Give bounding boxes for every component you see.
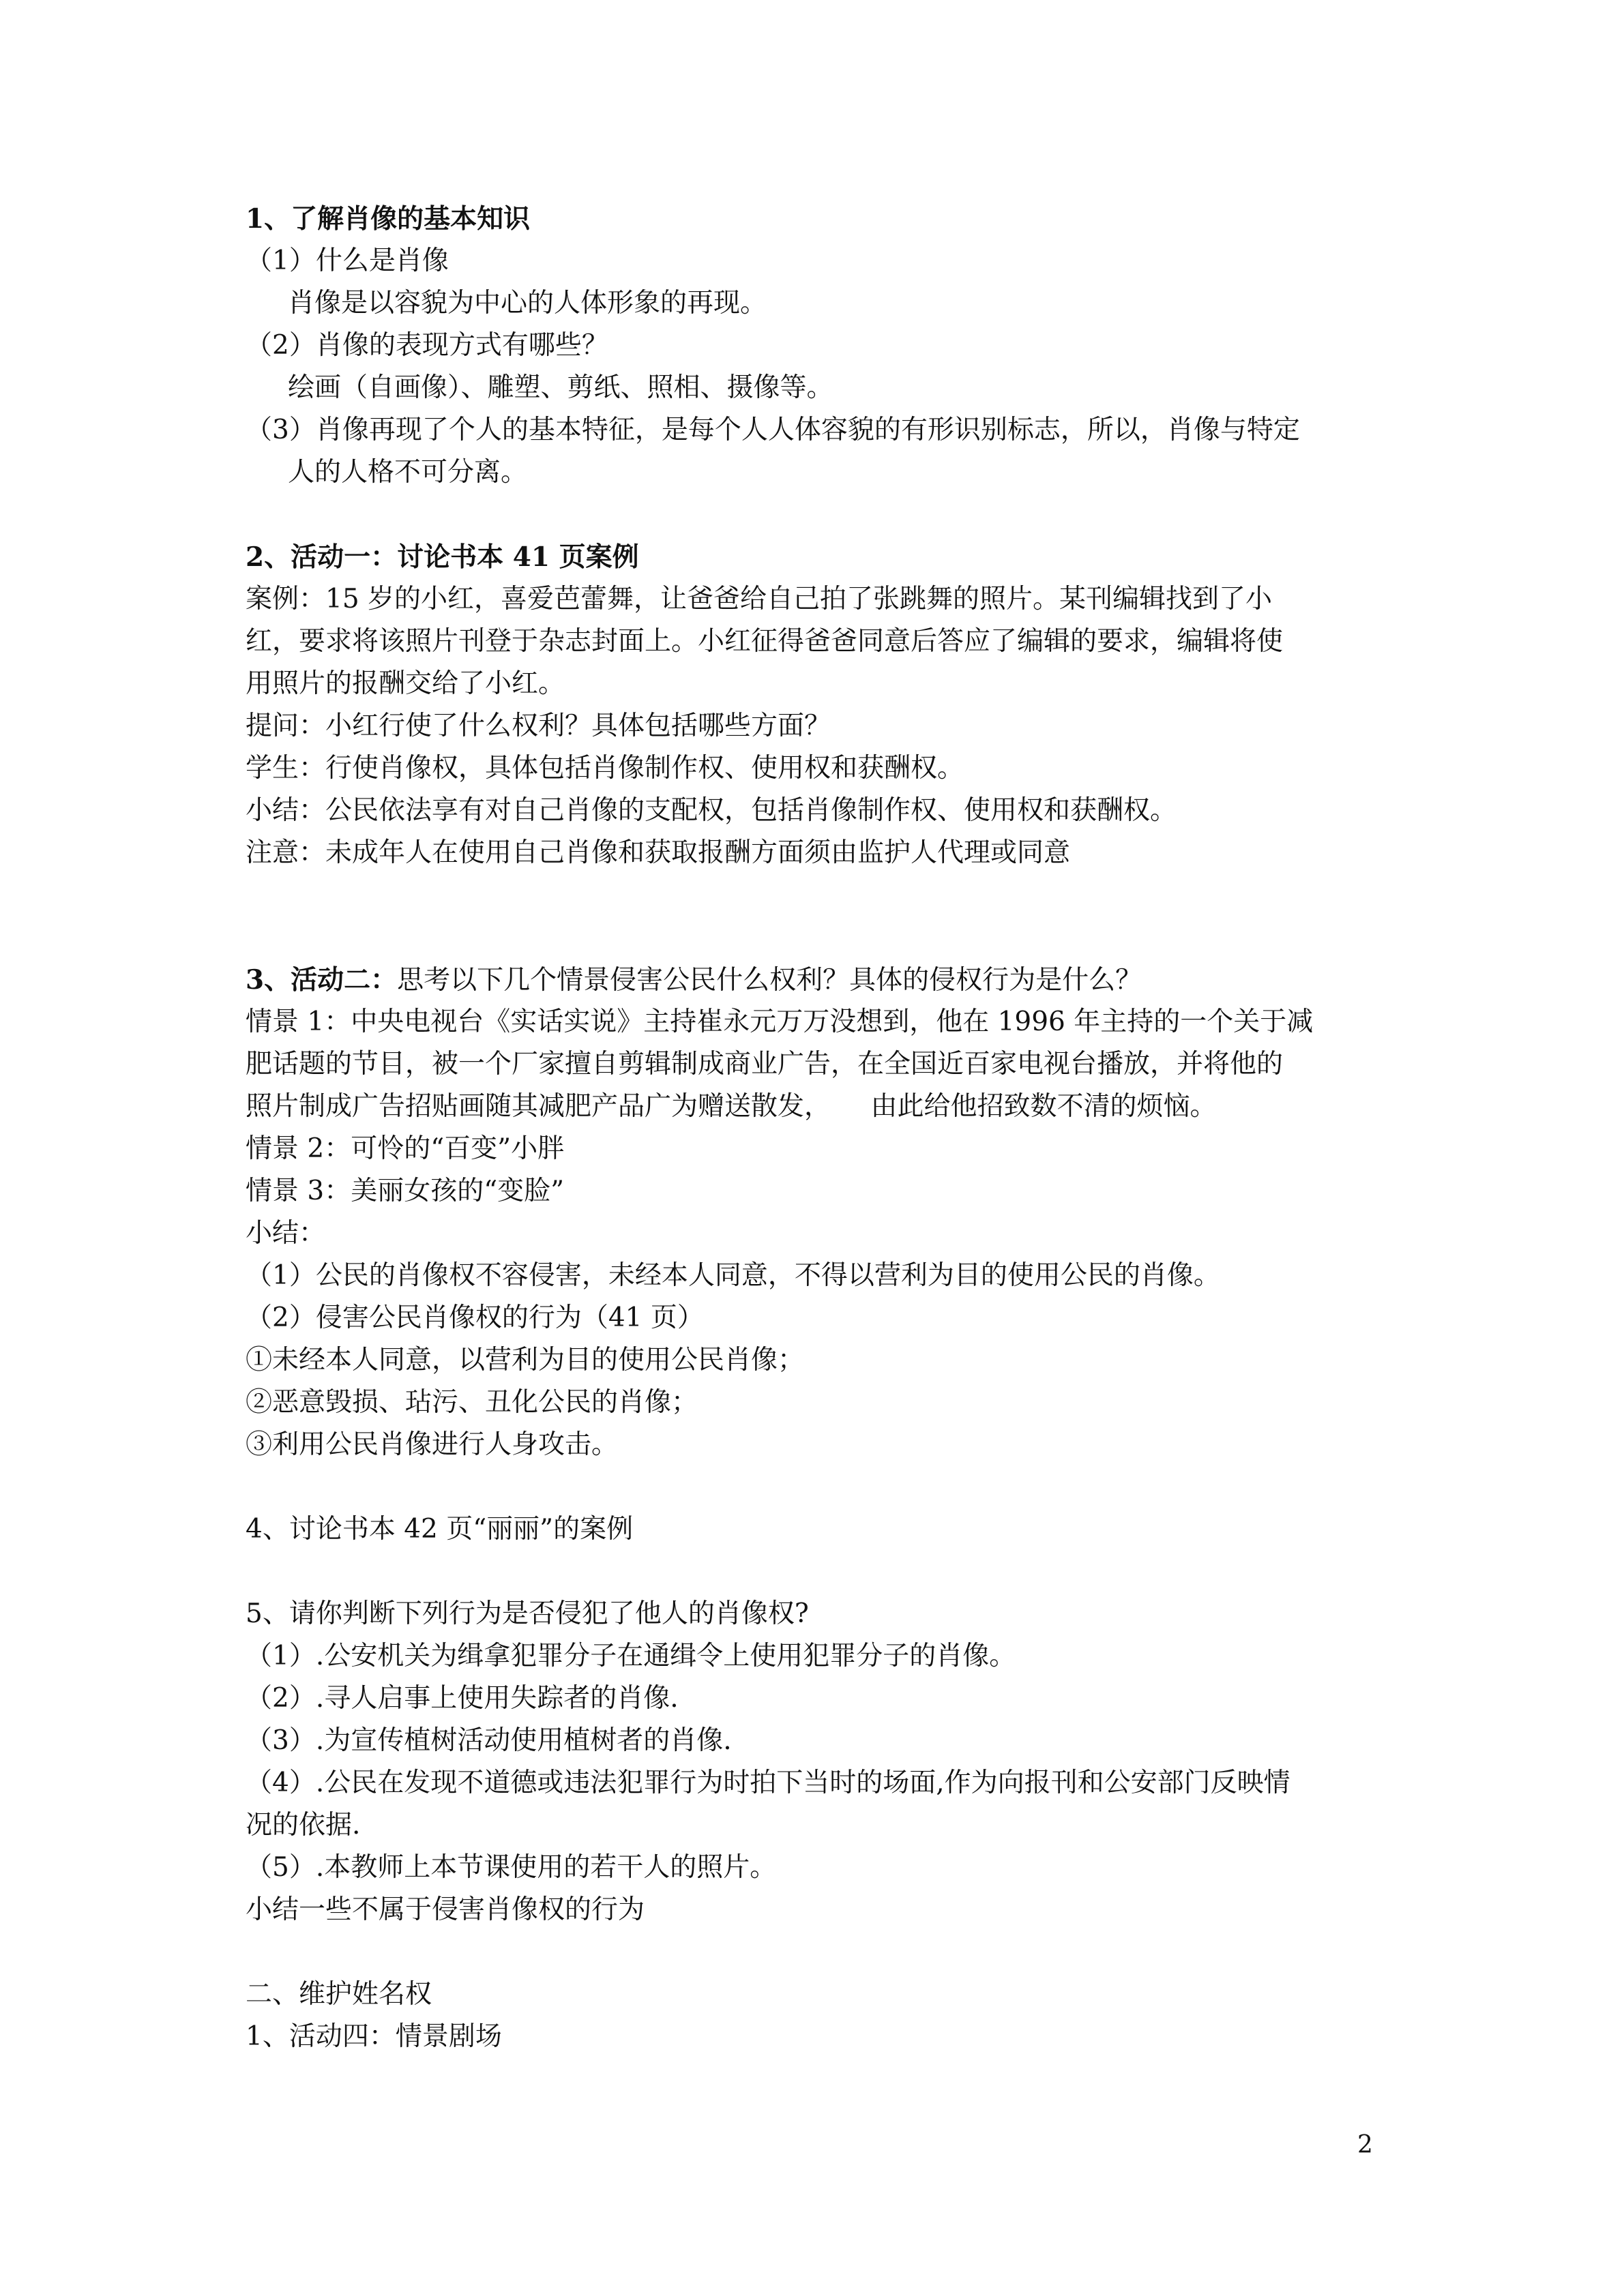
text-line: （5）.本教师上本节课使用的若干人的照片。 — [246, 1852, 777, 1883]
text-line: （4）.公民在发现不道德或违法犯罪行为时拍下当时的场面,作为向报刊和公安部门反映情 — [246, 1768, 1290, 1798]
text-line: （3）.为宣传植树活动使用植树者的肖像. — [246, 1725, 732, 1756]
text-line: 肖像是以容貌为中心的人体形象的再现。 — [288, 288, 767, 318]
paragraph-gap — [246, 494, 1385, 536]
text-line: 小结： — [246, 1218, 326, 1249]
text-line: 情景 2：可怜的“百变”小胖 — [246, 1133, 565, 1164]
paragraph-gap — [246, 874, 1385, 959]
text-line: 用照片的报酬交给了小红。 — [246, 668, 565, 699]
text-line: 5、请你判断下列行为是否侵犯了他人的肖像权? — [246, 1598, 809, 1629]
text-line: （2）肖像的表现方式有哪些？ — [246, 330, 608, 361]
text-line: （3）肖像再现了个人的基本特征，是每个人人体容貌的有形识别标志，所以，肖像与特定 — [246, 415, 1300, 445]
text-line: ③利用公民肖像进行人身攻击。 — [246, 1429, 619, 1460]
heading-prefix: 3、活动二： — [246, 964, 398, 996]
text-line: 红，要求将该照片刊登于杂志封面上。小红征得爸爸同意后答应了编辑的要求，编辑将使 — [246, 626, 1284, 657]
paragraph-gap — [246, 1931, 1385, 1973]
paragraph-gap — [246, 1551, 1385, 1593]
text-line: 照片制成广告招贴画随其减肥产品广为赠送散发， 由此给他招致数不清的烦恼。 — [246, 1091, 1217, 1122]
text-line: 注意：未成年人在使用自己肖像和获取报酬方面须由监护人代理或同意 — [246, 837, 1071, 868]
text-line: 提问：小红行使了什么权利？具体包括哪些方面？ — [246, 711, 831, 741]
text-line: 绘画（自画像）、雕塑、剪纸、照相、摄像等。 — [288, 372, 833, 403]
text-line: （2）侵害公民肖像权的行为（41 页） — [246, 1302, 704, 1333]
text-line: 二、维护姓名权 — [246, 1979, 432, 2010]
text-line: （1）.公安机关为缉拿犯罪分子在通缉令上使用犯罪分子的肖像。 — [246, 1641, 1016, 1671]
text-line: ①未经本人同意，以营利为目的使用公民肖像； — [246, 1345, 805, 1375]
text-line: 肥话题的节目，被一个厂家擅自剪辑制成商业广告，在全国近百家电视台播放，并将他的 — [246, 1049, 1284, 1079]
text-line: 人的人格不可分离。 — [288, 457, 528, 488]
text-line: 1、活动四：情景剧场 — [246, 2021, 502, 2052]
page-number: 2 — [1357, 2131, 1373, 2159]
text-line — [246, 959, 1385, 1001]
text-line: ②恶意毁损、玷污、丑化公民的肖像； — [246, 1387, 698, 1418]
text-line: （1）什么是肖像 — [246, 245, 449, 276]
text-line: 况的依据. — [246, 1810, 361, 1840]
heading-rest: 思考以下几个情景侵害公民什么权利？具体的侵权行为是什么？ — [397, 965, 1142, 996]
paragraph-gap — [246, 1466, 1385, 1508]
text-line: 情景 3：美丽女孩的“变脸” — [246, 1176, 565, 1206]
text-line: 1、了解肖像的基本知识 — [246, 203, 531, 235]
text-line: 案例：15 岁的小红，喜爱芭蕾舞，让爸爸给自己拍了张跳舞的照片。某刊编辑找到了小 — [246, 584, 1273, 614]
text-line: 2、活动一：讨论书本 41 页案例 — [246, 541, 639, 573]
text-line: 情景 1：中央电视台《实话实说》主持崔永元万万没想到，他在 1996 年主持的一个关于减 — [246, 1007, 1314, 1037]
text-line: 4、讨论书本 42 页“丽丽”的案例 — [246, 1514, 634, 1545]
document-body — [246, 198, 1385, 2058]
text-line: （2）.寻人启事上使用失踪者的肖像. — [246, 1683, 679, 1714]
text-line: 小结一些不属于侵害肖像权的行为 — [246, 1894, 645, 1925]
text-line: （1）公民的肖像权不容侵害，未经本人同意，不得以营利为目的使用公民的肖像。 — [246, 1260, 1220, 1291]
text-line: 学生：行使肖像权，具体包括肖像制作权、使用权和获酬权。 — [246, 753, 964, 784]
text-line: 小结：公民依法享有对自己肖像的支配权，包括肖像制作权、使用权和获酬权。 — [246, 795, 1177, 826]
